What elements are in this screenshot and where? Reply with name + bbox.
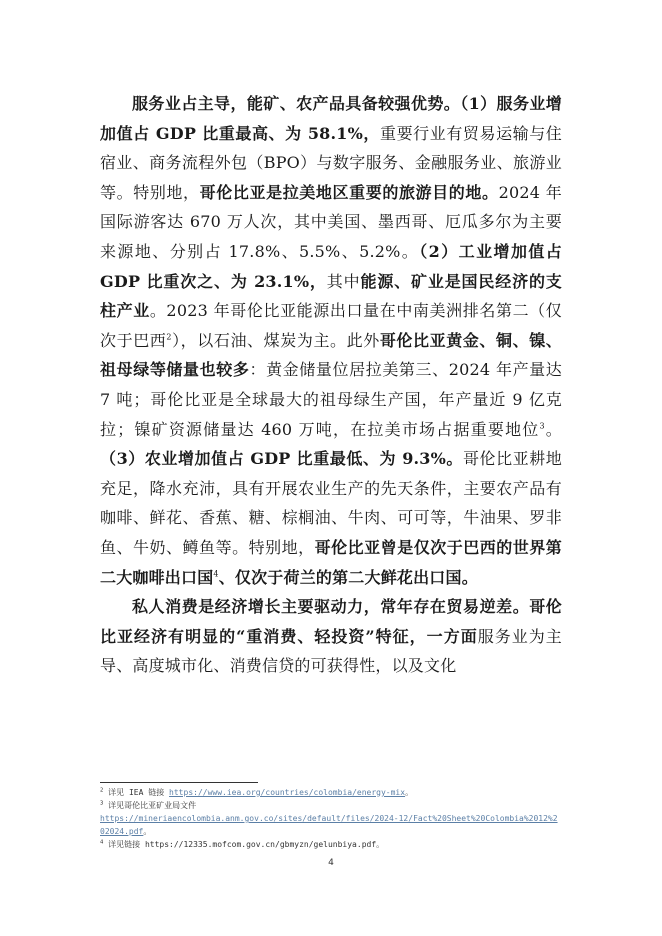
bold-text-run: 服务业占主导，能矿、农产品具备较强优势。（1）服务业增加值占 GDP 比重最高、为 58.1%， bbox=[100, 94, 562, 143]
footnote-ref: 3 bbox=[539, 421, 545, 431]
bold-text-run: （3）农业增加值占 GDP 比重最低、为 9.3%。 bbox=[100, 449, 463, 469]
footnote-number: 3 bbox=[100, 800, 104, 807]
body-text bbox=[100, 89, 562, 681]
footnote-punctuation: 。 bbox=[376, 840, 385, 849]
bold-text-run: 、仅次于荷兰的第二大鲜花出口国。 bbox=[218, 567, 478, 587]
bold-text-run: 哥伦比亚黄金、铜、镍、祖母绿等储量也较多 bbox=[100, 330, 562, 380]
footnote-text: 详见 IEA 链接 bbox=[108, 788, 170, 797]
footnote-link[interactable]: https://mineriaencolombia.anm.gov.co/sites/default/files/2024-12/Fact%20Sheet%20Colombia%2012%202024.pdf bbox=[100, 814, 558, 836]
text-run: ：黄金储量位居拉美第三、2024 年产量达 7 吨；哥伦比亚是全球最大的祖母绿生产国，年产量近 9 亿克拉；镍矿资源储量达 460 万吨，在拉美市场占据重要地位 bbox=[100, 360, 562, 439]
footnote-punctuation: 。 bbox=[405, 788, 414, 797]
footnote bbox=[100, 786, 562, 799]
text-run: 。 bbox=[544, 419, 563, 439]
page-number: 4 bbox=[328, 858, 334, 868]
text-run: 服务业为主导、高度城市化、消费信贷的可获得性，以及文化 bbox=[100, 626, 562, 676]
text-run: 重要行业有贸易运输与住宿业、商务流程外包（BPO）与数字服务、金融服务业、旅游业等。特别地， bbox=[100, 123, 563, 202]
footnote-text: 详见哥伦比亚矿业局文件 bbox=[108, 801, 197, 810]
footnote-ref: 2 bbox=[166, 332, 172, 342]
bold-text-run: （2）工业增加值占 GDP 比重次之、为 23.1%， bbox=[100, 241, 563, 291]
text-run: 2024 年国际游客达 670 万人次，其中美国、墨西哥、厄瓜多尔为主要来源地、分别占 17.8%、5.5%、5.2%。 bbox=[100, 182, 563, 261]
footnote-link[interactable]: https://www.iea.org/countries/colombia/energy-mix bbox=[169, 788, 406, 797]
footnote bbox=[100, 812, 562, 838]
text-run: 。2023 年哥伦比亚能源出口量在中南美洲排名第二（仅次于巴西 bbox=[100, 301, 562, 350]
footnote-ref: 4 bbox=[213, 569, 219, 579]
text-run: 其中 bbox=[326, 271, 361, 291]
bold-text-run: 哥伦比亚曾是仅次于巴西的世界第二大咖啡出口国 bbox=[100, 537, 562, 587]
bold-text-run: 能源、矿业是国民经济的支柱产业 bbox=[100, 271, 562, 321]
footnote bbox=[100, 799, 562, 812]
footnote-divider bbox=[100, 782, 258, 783]
bold-text-run: 私人消费是经济增长主要驱动力，常年存在贸易逆差。哥伦比亚经济有明显的“重消费、轻投资”特征，一方面 bbox=[100, 597, 562, 646]
text-run: 哥伦比亚耕地充足，降水充沛，具有开展农业生产的先天条件，主要农产品有咖啡、鲜花、香蕉、糖、棕榈油、牛肉、可可等，牛油果、罗非鱼、牛奶、鳟鱼等。特别地， bbox=[100, 449, 562, 557]
footnote-number: 4 bbox=[100, 839, 104, 846]
footnote-text: 详见链接 https://12335.mofcom.gov.cn/gbmyzn/gelunbiya.pdf bbox=[108, 840, 377, 849]
footnote bbox=[100, 838, 562, 851]
footnote-number: 2 bbox=[100, 787, 104, 794]
footnotes bbox=[100, 786, 562, 851]
paragraph bbox=[100, 592, 562, 681]
bold-text-run: 哥伦比亚是拉美地区重要的旅游目的地。 bbox=[199, 182, 499, 202]
paragraph bbox=[100, 89, 562, 592]
footnote-punctuation: 。 bbox=[143, 827, 152, 836]
text-run: ），以石油、煤炭为主。此外 bbox=[171, 330, 380, 350]
